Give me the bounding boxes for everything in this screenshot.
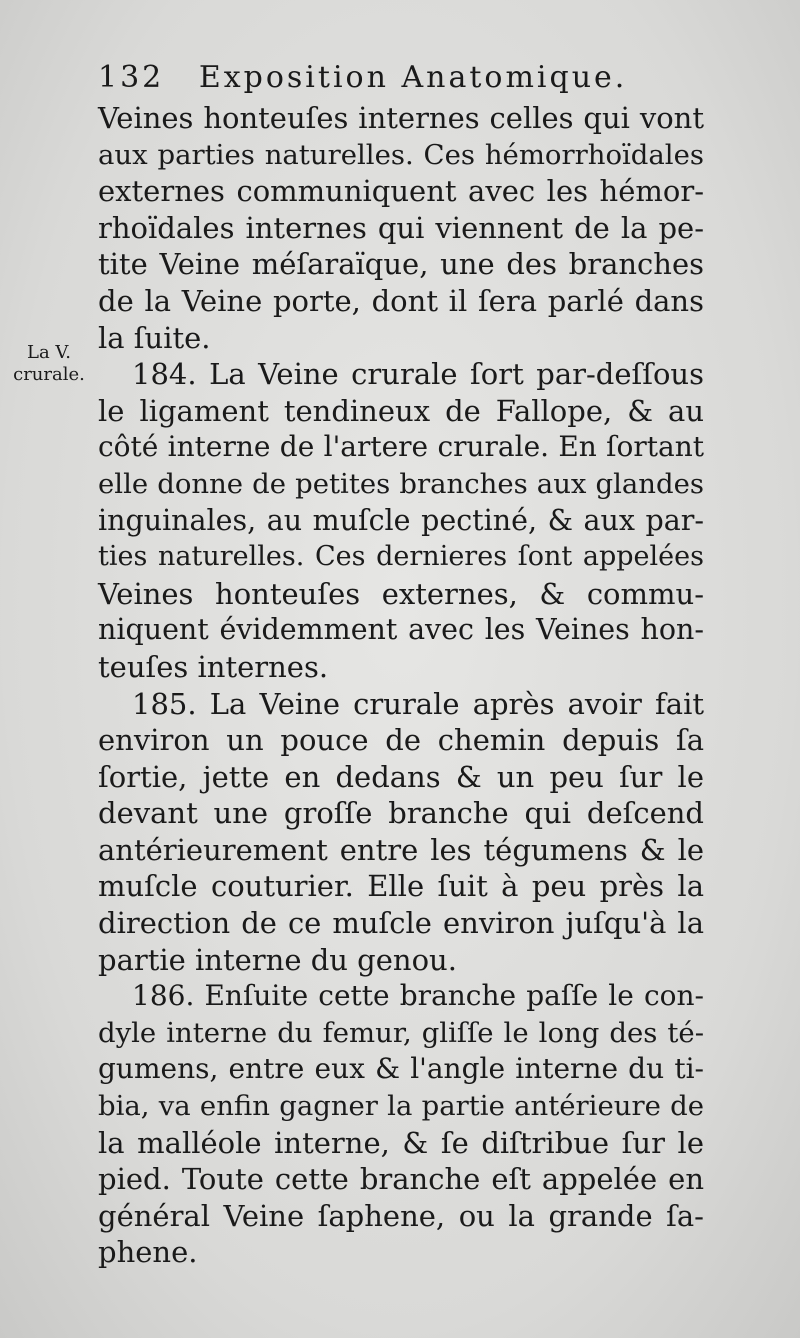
text-line: 184. La Veine crurale ſort par-deſſous (132, 357, 704, 392)
body-text (98, 100, 704, 1271)
text-line: rhoïdales internes qui viennent de la pe- (98, 210, 704, 245)
text-line: Veines honteuſes internes celles qui vont (98, 101, 704, 135)
text-line: de la Veine porte, dont il ſera parlé dans (98, 283, 704, 318)
text-line: le ligament tendineux de Fallope, & au (98, 393, 704, 428)
text-line: niquent évidemment avec les Veines hon- (98, 613, 704, 647)
text-line: externes communiquent avec les hémor- (98, 174, 704, 209)
text-line: antérieurement entre les tégumens & le (98, 832, 704, 867)
text-line: la malléole interne, & ſe diſtribue ſur le (98, 1125, 704, 1160)
text-line: inguinales, au muſcle pectiné, & aux par- (98, 503, 704, 537)
text-line: ties naturelles. Ces dernieres ſont appelées (98, 541, 704, 573)
text-line: devant une groſſe branche qui deſcend (98, 796, 704, 831)
running-header (98, 60, 738, 96)
text-line: tite Veine méſaraïque, une des branches (98, 247, 704, 282)
running-title: Exposition Anatomique. (198, 60, 628, 95)
text-line: général Veine ſaphene, ou la grande ſa- (98, 1198, 704, 1233)
text-line: muſcle couturier. Elle ſuit à peu près la (98, 869, 704, 904)
text-line: gumens, entre eux & l'angle interne du ti- (98, 1052, 704, 1086)
text-line: 186. Enſuite cette branche paſſe le con- (132, 979, 704, 1013)
text-line: 185. La Veine crurale après avoir fait (132, 686, 704, 721)
text-line: Veines honteuſes externes, & commu- (98, 576, 704, 611)
text-line: la ſuite. (98, 320, 211, 355)
margin-note-line: crurale. (13, 364, 85, 385)
text-line: dyle interne du femur, gliſſe le long des té- (98, 1016, 704, 1049)
text-line: pied. Toute cette branche eſt appelée en (98, 1162, 704, 1197)
text-line: aux parties naturelles. Ces hémorrhoïdales (98, 138, 704, 171)
margin-note-line: La V. (27, 342, 71, 363)
margin-note (4, 342, 94, 386)
text-line: teuſes internes. (98, 649, 329, 684)
text-line: phene. (98, 1235, 198, 1270)
page-number: 132 (98, 60, 165, 95)
text-line: environ un pouce de chemin depuis ſa (98, 723, 704, 758)
text-line: ſortie, jette en dedans & un peu ſur le (98, 759, 704, 794)
text-line: partie interne du genou. (98, 942, 457, 977)
text-line: côté interne de l'artere crurale. En ſortant (98, 430, 704, 464)
text-line: elle donne de petites branches aux glandes (98, 467, 704, 500)
text-line: direction de ce muſcle environ juſqu'à la (98, 906, 704, 941)
text-line: bia, va enfin gagner la partie antérieure de (98, 1090, 704, 1123)
